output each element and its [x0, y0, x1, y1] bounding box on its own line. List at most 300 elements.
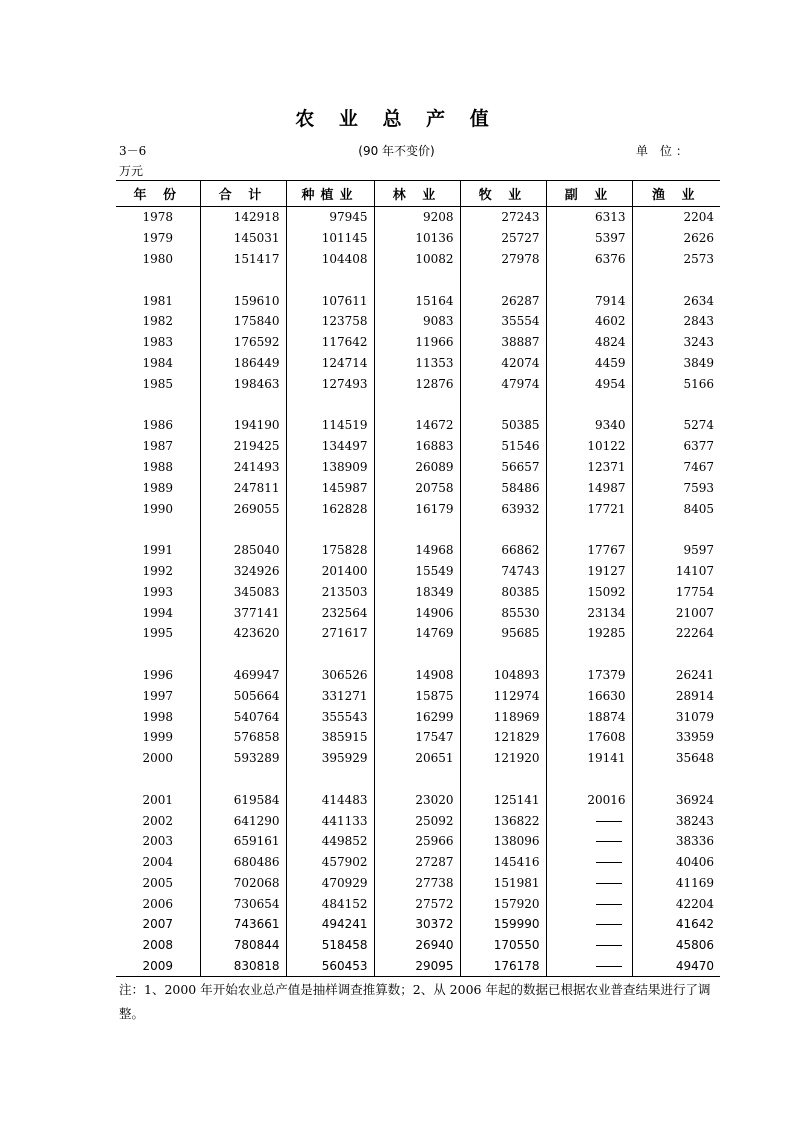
spacer-cell [374, 394, 460, 415]
cell-year: 2008 [142, 938, 174, 953]
cell-year: 2009 [116, 956, 200, 977]
cell-forestry: 9208 [374, 207, 460, 228]
cell-forestry: 27738 [374, 873, 460, 894]
cell-year: 1984 [142, 355, 174, 370]
agriculture-output-table [116, 180, 720, 977]
spacer-cell [632, 269, 720, 290]
cell-crop: 449852 [286, 831, 374, 852]
cell-year: 2003 [142, 834, 174, 849]
cell-livestock: 159990 [460, 914, 546, 935]
cell-total: 176592 [200, 332, 286, 353]
cell-fishery: 2843 [632, 311, 720, 332]
cell-forestry: 18349 [374, 581, 460, 602]
spacer-cell [374, 269, 460, 290]
cell-sideline: 6313 [546, 207, 632, 228]
cell-total: 702068 [200, 873, 286, 894]
cell-sideline: 16630 [546, 685, 632, 706]
cell-livestock: 63932 [460, 498, 546, 519]
cell-fishery: 7467 [632, 457, 720, 478]
header-forestry: 林 业 [374, 181, 460, 207]
cell-total: 680486 [200, 852, 286, 873]
cell-fishery: 33959 [632, 727, 720, 748]
cell-forestry: 16883 [374, 436, 460, 457]
cell-total: 423620 [200, 623, 286, 644]
cell-forestry: 30372 [374, 914, 460, 935]
cell-crop: 232564 [286, 602, 374, 623]
cell-total: 175840 [200, 311, 286, 332]
cell-forestry: 11353 [374, 353, 460, 374]
cell-fishery: 2573 [632, 249, 720, 270]
cell-sideline: 20016 [546, 789, 632, 810]
cell-forestry: 12876 [374, 373, 460, 394]
cell-sideline [546, 831, 632, 852]
cell-forestry: 25966 [374, 831, 460, 852]
table-row [116, 873, 720, 894]
group-spacer [116, 269, 720, 290]
spacer-cell [286, 394, 374, 415]
spacer-cell [286, 644, 374, 665]
cell-crop: 470929 [286, 873, 374, 894]
cell-livestock: 42074 [460, 353, 546, 374]
cell-crop: 355543 [286, 706, 374, 727]
cell-year: 2004 [142, 855, 174, 870]
cell-sideline: 7914 [546, 290, 632, 311]
cell-sideline: 15092 [546, 581, 632, 602]
cell-fishery: 8405 [632, 498, 720, 519]
cell-year: 1979 [142, 231, 174, 246]
cell-forestry: 20651 [374, 748, 460, 769]
cell-total: 241493 [200, 457, 286, 478]
spacer-cell [200, 519, 286, 540]
cell-forestry: 10136 [374, 228, 460, 249]
group-spacer [116, 644, 720, 665]
cell-forestry: 15164 [374, 290, 460, 311]
cell-forestry: 25092 [374, 810, 460, 831]
cell-forestry: 26940 [374, 935, 460, 956]
cell-sideline: 17379 [546, 665, 632, 686]
cell-year: 1983 [142, 335, 174, 350]
cell-crop: 271617 [286, 623, 374, 644]
header-livestock: 牧 业 [460, 181, 546, 207]
cell-year: 2005 [142, 875, 174, 890]
table-row [116, 935, 720, 956]
table-row [116, 540, 720, 561]
spacer-cell [546, 644, 632, 665]
no-data-dash [596, 862, 622, 863]
table-row [116, 436, 720, 457]
cell-year: 1986 [142, 418, 174, 433]
cell-fishery: 9597 [632, 540, 720, 561]
spacer-cell [116, 644, 200, 665]
cell-year: 1995 [142, 626, 174, 641]
cell-livestock: 138096 [460, 831, 546, 852]
cell-total: 145031 [200, 228, 286, 249]
cell-total: 830818 [200, 956, 286, 977]
cell-livestock: 25727 [460, 228, 546, 249]
cell-crop: 175828 [286, 540, 374, 561]
cell-livestock: 125141 [460, 789, 546, 810]
cell-livestock: 104893 [460, 665, 546, 686]
no-data-dash [596, 841, 622, 842]
cell-crop: 117642 [286, 332, 374, 353]
spacer-cell [374, 769, 460, 790]
cell-year: 1996 [142, 667, 174, 682]
cell-sideline: 19141 [546, 748, 632, 769]
cell-total: 780844 [200, 935, 286, 956]
cell-sideline [546, 852, 632, 873]
cell-total: 285040 [200, 540, 286, 561]
cell-fishery: 5166 [632, 373, 720, 394]
cell-fishery: 45806 [632, 935, 720, 956]
cell-year: 2000 [142, 751, 174, 766]
cell-crop: 414483 [286, 789, 374, 810]
header-fishery: 渔 业 [632, 181, 720, 207]
cell-forestry: 27287 [374, 852, 460, 873]
table-row [116, 727, 720, 748]
cell-sideline: 17608 [546, 727, 632, 748]
table-row [116, 311, 720, 332]
cell-crop: 484152 [286, 893, 374, 914]
cell-total: 469947 [200, 665, 286, 686]
cell-total: 194190 [200, 415, 286, 436]
cell-fishery: 36924 [632, 789, 720, 810]
spacer-cell [374, 644, 460, 665]
cell-crop: 201400 [286, 561, 374, 582]
cell-year: 1994 [142, 605, 174, 620]
spacer-cell [116, 394, 200, 415]
group-spacer [116, 769, 720, 790]
cell-sideline [546, 810, 632, 831]
spacer-cell [116, 769, 200, 790]
cell-forestry: 23020 [374, 789, 460, 810]
group-spacer [116, 519, 720, 540]
cell-fishery: 41169 [632, 873, 720, 894]
cell-sideline [546, 914, 632, 935]
cell-sideline: 4824 [546, 332, 632, 353]
table-row [116, 581, 720, 602]
cell-sideline: 14987 [546, 477, 632, 498]
cell-fishery: 5274 [632, 415, 720, 436]
spacer-cell [546, 394, 632, 415]
cell-year: 1985 [142, 376, 174, 391]
cell-fishery: 40406 [632, 852, 720, 873]
table-row [116, 956, 720, 977]
cell-fishery: 2204 [632, 207, 720, 228]
unit-value: 万元 [119, 164, 144, 178]
spacer-cell [374, 519, 460, 540]
cell-crop: 441133 [286, 810, 374, 831]
cell-total: 324926 [200, 561, 286, 582]
no-data-dash [596, 904, 622, 905]
cell-forestry: 14672 [374, 415, 460, 436]
cell-crop: 385915 [286, 727, 374, 748]
cell-year: 2002 [142, 813, 174, 828]
cell-forestry: 15549 [374, 561, 460, 582]
spacer-cell [116, 269, 200, 290]
table-row [116, 353, 720, 374]
cell-fishery: 7593 [632, 477, 720, 498]
group-spacer [116, 394, 720, 415]
spacer-cell [460, 269, 546, 290]
table-row [116, 207, 720, 228]
spacer-cell [200, 644, 286, 665]
cell-sideline [546, 873, 632, 894]
cell-year: 1998 [142, 709, 174, 724]
cell-sideline [546, 893, 632, 914]
no-data-dash [596, 945, 622, 946]
cell-forestry: 10082 [374, 249, 460, 270]
cell-crop: 395929 [286, 748, 374, 769]
spacer-cell [116, 519, 200, 540]
cell-fishery: 28914 [632, 685, 720, 706]
cell-year: 1991 [142, 543, 174, 558]
cell-year: 1997 [142, 688, 174, 703]
cell-forestry: 17547 [374, 727, 460, 748]
table-code: 3－6 [119, 144, 147, 158]
spacer-cell [286, 269, 374, 290]
cell-sideline: 19127 [546, 561, 632, 582]
cell-total: 151417 [200, 249, 286, 270]
cell-crop: 124714 [286, 353, 374, 374]
cell-sideline [546, 956, 632, 977]
cell-livestock: 121829 [460, 727, 546, 748]
cell-total: 377141 [200, 602, 286, 623]
cell-forestry: 14968 [374, 540, 460, 561]
table-row [116, 477, 720, 498]
table-row [116, 789, 720, 810]
cell-forestry: 14769 [374, 623, 460, 644]
cell-sideline: 17767 [546, 540, 632, 561]
cell-forestry: 9083 [374, 311, 460, 332]
cell-total: 730654 [200, 893, 286, 914]
cell-crop: 97945 [286, 207, 374, 228]
cell-crop: 560453 [286, 956, 374, 977]
no-data-dash [596, 966, 622, 967]
table-row [116, 228, 720, 249]
cell-crop: 306526 [286, 665, 374, 686]
cell-year: 2007 [142, 917, 174, 932]
cell-total: 269055 [200, 498, 286, 519]
price-basis-subtitle: (90 年不变价) [358, 144, 435, 158]
table-row [116, 373, 720, 394]
no-data-dash [596, 821, 622, 822]
table-body [116, 207, 720, 977]
cell-year: 1980 [142, 251, 174, 266]
cell-year: 1993 [142, 584, 174, 599]
cell-livestock: 95685 [460, 623, 546, 644]
cell-total: 198463 [200, 373, 286, 394]
cell-crop: 104408 [286, 249, 374, 270]
cell-fishery: 17754 [632, 581, 720, 602]
table-row [116, 602, 720, 623]
cell-forestry: 14908 [374, 665, 460, 686]
table-row [116, 498, 720, 519]
cell-year: 1978 [142, 210, 174, 225]
cell-total: 219425 [200, 436, 286, 457]
cell-sideline: 19285 [546, 623, 632, 644]
cell-crop: 134497 [286, 436, 374, 457]
cell-livestock: 51546 [460, 436, 546, 457]
table-row [116, 623, 720, 644]
cell-crop: 331271 [286, 685, 374, 706]
no-data-dash [596, 883, 622, 884]
cell-fishery: 35648 [632, 748, 720, 769]
cell-livestock: 74743 [460, 561, 546, 582]
cell-fishery: 42204 [632, 893, 720, 914]
cell-sideline: 4954 [546, 373, 632, 394]
cell-sideline [546, 935, 632, 956]
cell-livestock: 112974 [460, 685, 546, 706]
cell-forestry: 29095 [374, 956, 460, 977]
cell-total: 505664 [200, 685, 286, 706]
cell-year: 1987 [142, 439, 174, 454]
spacer-cell [286, 769, 374, 790]
cell-livestock: 35554 [460, 311, 546, 332]
cell-livestock: 47974 [460, 373, 546, 394]
cell-forestry: 26089 [374, 457, 460, 478]
table-row [116, 290, 720, 311]
cell-crop: 101145 [286, 228, 374, 249]
cell-sideline: 10122 [546, 436, 632, 457]
cell-forestry: 14906 [374, 602, 460, 623]
cell-fishery: 21007 [632, 602, 720, 623]
cell-sideline: 5397 [546, 228, 632, 249]
cell-livestock: 38887 [460, 332, 546, 353]
cell-livestock: 85530 [460, 602, 546, 623]
cell-fishery: 3243 [632, 332, 720, 353]
cell-sideline: 12371 [546, 457, 632, 478]
cell-year: 1981 [142, 293, 174, 308]
cell-crop: 162828 [286, 498, 374, 519]
cell-crop: 457902 [286, 852, 374, 873]
cell-sideline: 9340 [546, 415, 632, 436]
cell-forestry: 20758 [374, 477, 460, 498]
spacer-cell [632, 644, 720, 665]
cell-livestock: 27243 [460, 207, 546, 228]
cell-crop: 145987 [286, 477, 374, 498]
table-row [116, 893, 720, 914]
spacer-cell [460, 519, 546, 540]
spacer-cell [460, 644, 546, 665]
cell-fishery: 3849 [632, 353, 720, 374]
table-row [116, 457, 720, 478]
cell-forestry: 16299 [374, 706, 460, 727]
cell-sideline: 18874 [546, 706, 632, 727]
spacer-cell [546, 519, 632, 540]
table-row [116, 852, 720, 873]
table-row [116, 810, 720, 831]
header-crop: 种植业 [286, 181, 374, 207]
spacer-cell [546, 769, 632, 790]
cell-total: 593289 [200, 748, 286, 769]
cell-year: 2006 [142, 896, 174, 911]
spacer-cell [460, 769, 546, 790]
cell-fishery: 49470 [632, 956, 720, 977]
cell-year: 1989 [142, 480, 174, 495]
cell-crop: 494241 [286, 914, 374, 935]
cell-livestock: 66862 [460, 540, 546, 561]
spacer-cell [632, 769, 720, 790]
cell-crop: 213503 [286, 581, 374, 602]
cell-livestock: 58486 [460, 477, 546, 498]
cell-fishery: 22264 [632, 623, 720, 644]
cell-sideline: 23134 [546, 602, 632, 623]
cell-fishery: 31079 [632, 706, 720, 727]
cell-livestock: 26287 [460, 290, 546, 311]
cell-livestock: 176178 [460, 956, 546, 977]
cell-year: 1982 [142, 314, 174, 329]
table-row [116, 748, 720, 769]
spacer-cell [286, 519, 374, 540]
cell-total: 743661 [200, 914, 286, 935]
table-row [116, 249, 720, 270]
spacer-cell [632, 394, 720, 415]
unit-label: 单 位： [636, 144, 692, 158]
cell-forestry: 27572 [374, 893, 460, 914]
spacer-cell [546, 269, 632, 290]
cell-sideline: 17721 [546, 498, 632, 519]
footnote: 注：1、2000 年开始农业总产值是抽样调查推算数；2、从 2006 年起的数据已根据农业普查结果进行了调整。 [119, 982, 711, 1021]
cell-livestock: 80385 [460, 581, 546, 602]
cell-livestock: 145416 [460, 852, 546, 873]
cell-fishery: 2634 [632, 290, 720, 311]
cell-crop: 138909 [286, 457, 374, 478]
cell-fishery: 2626 [632, 228, 720, 249]
page-title: 农 业 总 产 值 [295, 108, 498, 130]
cell-fishery: 14107 [632, 561, 720, 582]
spacer-cell [200, 769, 286, 790]
table-row [116, 706, 720, 727]
cell-sideline: 4459 [546, 353, 632, 374]
header-row [116, 181, 720, 207]
cell-total: 159610 [200, 290, 286, 311]
header-sideline: 副 业 [546, 181, 632, 207]
spacer-cell [632, 519, 720, 540]
cell-crop: 114519 [286, 415, 374, 436]
cell-total: 540764 [200, 706, 286, 727]
cell-year: 2001 [142, 792, 174, 807]
cell-fishery: 41642 [632, 914, 720, 935]
cell-year: 1999 [142, 730, 174, 745]
table-row [116, 415, 720, 436]
cell-livestock: 27978 [460, 249, 546, 270]
cell-forestry: 15875 [374, 685, 460, 706]
cell-total: 247811 [200, 477, 286, 498]
cell-livestock: 136822 [460, 810, 546, 831]
cell-total: 142918 [200, 207, 286, 228]
no-data-dash [596, 924, 622, 925]
cell-livestock: 170550 [460, 935, 546, 956]
cell-sideline: 4602 [546, 311, 632, 332]
cell-crop: 518458 [286, 935, 374, 956]
cell-total: 659161 [200, 831, 286, 852]
table-row [116, 831, 720, 852]
cell-fishery: 38336 [632, 831, 720, 852]
cell-year: 1992 [142, 563, 174, 578]
cell-total: 186449 [200, 353, 286, 374]
table-row [116, 685, 720, 706]
cell-livestock: 151981 [460, 873, 546, 894]
cell-fishery: 6377 [632, 436, 720, 457]
table-row [116, 914, 720, 935]
cell-livestock: 56657 [460, 457, 546, 478]
cell-total: 576858 [200, 727, 286, 748]
spacer-cell [200, 269, 286, 290]
spacer-cell [460, 394, 546, 415]
cell-livestock: 50385 [460, 415, 546, 436]
cell-crop: 123758 [286, 311, 374, 332]
cell-livestock: 121920 [460, 748, 546, 769]
